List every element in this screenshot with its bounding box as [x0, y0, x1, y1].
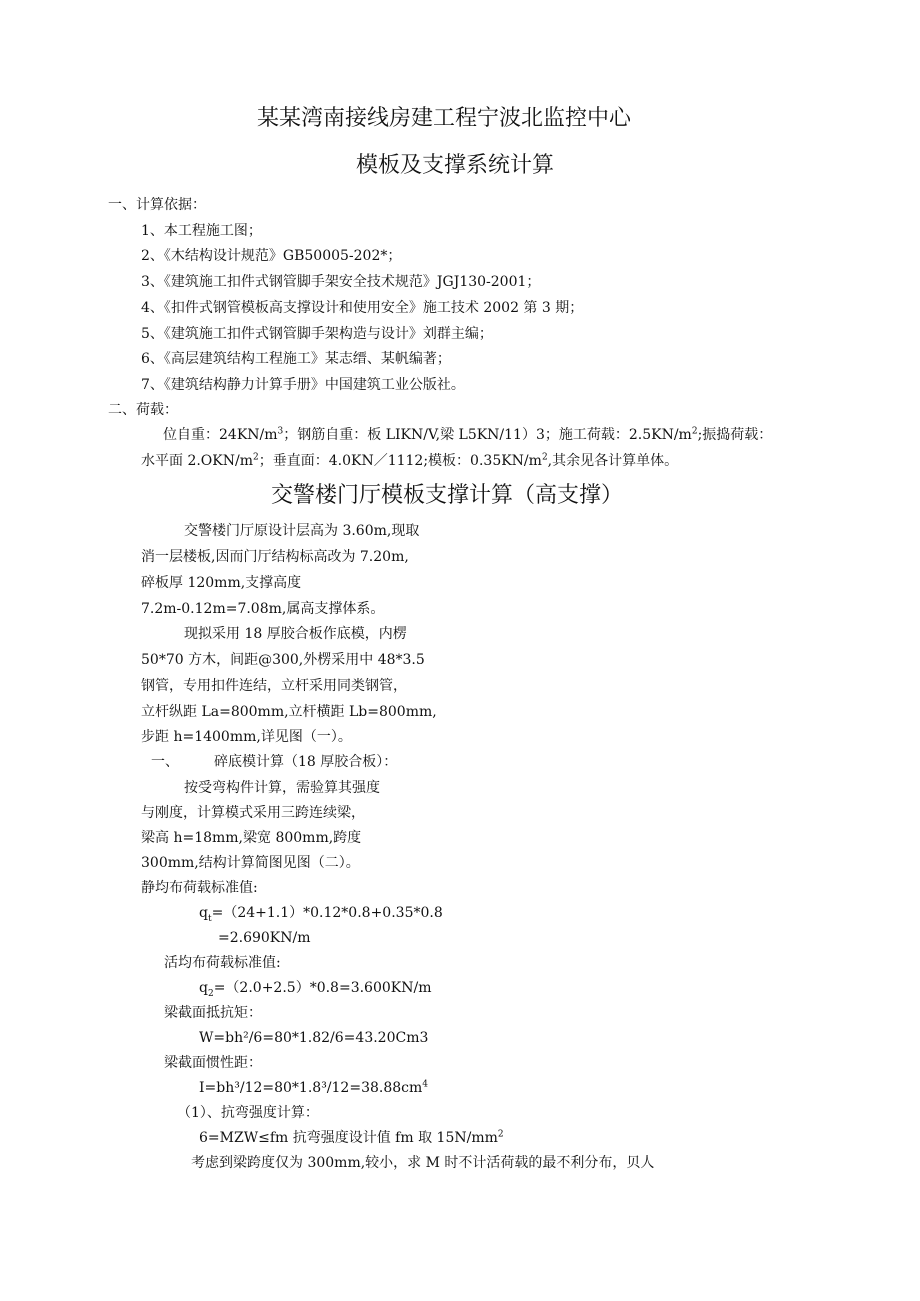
superscript: 2: [541, 452, 548, 463]
subsection-number: 一、: [151, 754, 179, 770]
superscript: 3: [277, 426, 284, 437]
formula-symbol: q: [199, 905, 208, 921]
paragraph-line: 碎板厚 120mm,支撑高度: [141, 575, 302, 591]
section-title: 交警楼门厅模板支撑计算（高支撑）: [271, 483, 624, 508]
formula-q1-result: =2.690KN/m: [218, 930, 311, 946]
formula-text: 6=MZW≤fm 抗弯强度设计值 fm 取 15N/mm: [199, 1130, 498, 1146]
basis-item: 2、《木结构设计规范》GB50005-202*；: [141, 248, 402, 264]
basis-item: 3、《建筑施工扣件式钢管脚手架安全技术规范》JGJ130-2001；: [141, 274, 541, 290]
section-modulus-label: 梁截面抵抗矩：: [164, 1005, 262, 1021]
paragraph-line: 300mm,结构计算简图见图（二）。: [141, 855, 360, 871]
paragraph-line: 7.2m-0.12m=7.08m,属高支撑体系。: [141, 601, 385, 617]
superscript: 2: [253, 452, 259, 463]
paragraph-line: 步距 h=1400mm,详见图（一）。: [141, 729, 352, 745]
loads-text: ;振捣荷载：: [697, 427, 773, 443]
loads-line-1: [163, 425, 772, 445]
paragraph-line: 钢管，专用扣件连结，立杆采用同类钢管，: [141, 678, 407, 694]
loads-line-2: [141, 451, 678, 471]
document-subtitle: 模板及支撑系统计算: [356, 153, 555, 178]
basis-item: 4、《扣件式钢管模板高支撑设计和使用安全》施工技术 2002 第 3 期；: [141, 300, 584, 316]
section-heading-basis: 一、计算依据：: [108, 197, 206, 213]
basis-item: 5、《建筑施工扣件式钢管脚手架构造与设计》刘群主编；: [141, 326, 493, 342]
subscript: 2: [207, 988, 214, 999]
loads-text: ；垂直面：4.0KN／1112;模板：0.35KN/m: [258, 453, 542, 469]
paragraph-line: 梁高 h=18mm,梁宽 800mm,跨度: [141, 830, 362, 846]
loads-text: 水平面 2.OKN/m: [141, 453, 253, 469]
inertia-label: 梁截面惯性距：: [164, 1055, 262, 1071]
paragraph-line: 50*70 方木，间距@300,外楞采用中 48*3.5: [141, 652, 425, 668]
superscript: 4: [422, 1079, 428, 1090]
subscript: t: [207, 913, 212, 924]
paragraph-line: 交警楼门厅原设计层高为 3.60m,现取: [184, 523, 420, 539]
formula-text: I=bh³/12=80*1.8³/12=38.88cm: [199, 1080, 423, 1096]
loads-text: ,其余见各计算单体。: [547, 453, 679, 469]
superscript: 2: [497, 1129, 504, 1140]
formula-text: =（2.0+2.5）*0.8=3.600KN/m: [213, 980, 432, 996]
paragraph-line: 按受弯构件计算，需验算其强度: [184, 780, 380, 796]
formula-bending: [199, 1128, 504, 1148]
static-load-label: 静均布荷载标准值:: [141, 880, 258, 896]
paragraph-line: 与刚度，计算模式采用三跨连续梁，: [141, 805, 365, 821]
paragraph-line: 现拟采用 18 厚胶合板作底模，内楞: [184, 626, 407, 642]
loads-text: 位自重：24KN/m: [163, 427, 278, 443]
loads-text: ；钢筋自重：板 LIKN/V,梁 L5KN/11）3；施工荷载：2.5KN/m: [283, 427, 692, 443]
subsection-title: 碎底模计算（18 厚胶合板）：: [214, 754, 398, 770]
paragraph-line: 立杆纵距 La=800mm,立杆横距 Lb=800mm,: [141, 704, 437, 720]
live-load-label: 活均布荷载标准值:: [164, 955, 281, 971]
paragraph-line: 消一层楼板,因而门厅结构标高改为 7.20m,: [141, 549, 409, 565]
formula-text: =（24+1.1）*0.12*0.8+0.35*0.8: [211, 905, 443, 921]
formula-q2: [199, 978, 431, 998]
basis-item: 7、《建筑结构静力计算手册》中国建筑工业公版社。: [141, 377, 465, 393]
formula-w: W=bh²/6=80*1.82/6=43.20Cm3: [199, 1030, 429, 1046]
section-heading-loads: 二、荷载：: [108, 402, 178, 418]
basis-item: 1、本工程施工图；: [141, 223, 262, 239]
document-title: 某某湾南接线房建工程宁波北监控中心: [257, 106, 632, 131]
superscript: 2: [691, 426, 698, 437]
bending-title: （1）、抗弯强度计算：: [177, 1105, 319, 1121]
paragraph-line: 考虑到梁跨度仅为 300mm,较小，求 M 时不计活荷载的最不利分布，贝人: [191, 1155, 655, 1171]
formula-symbol: q: [199, 980, 208, 996]
formula-q1: [199, 903, 443, 923]
basis-item: 6、《高层建筑结构工程施工》某志缙、某帆编著；: [141, 351, 451, 367]
formula-i: [199, 1078, 428, 1098]
